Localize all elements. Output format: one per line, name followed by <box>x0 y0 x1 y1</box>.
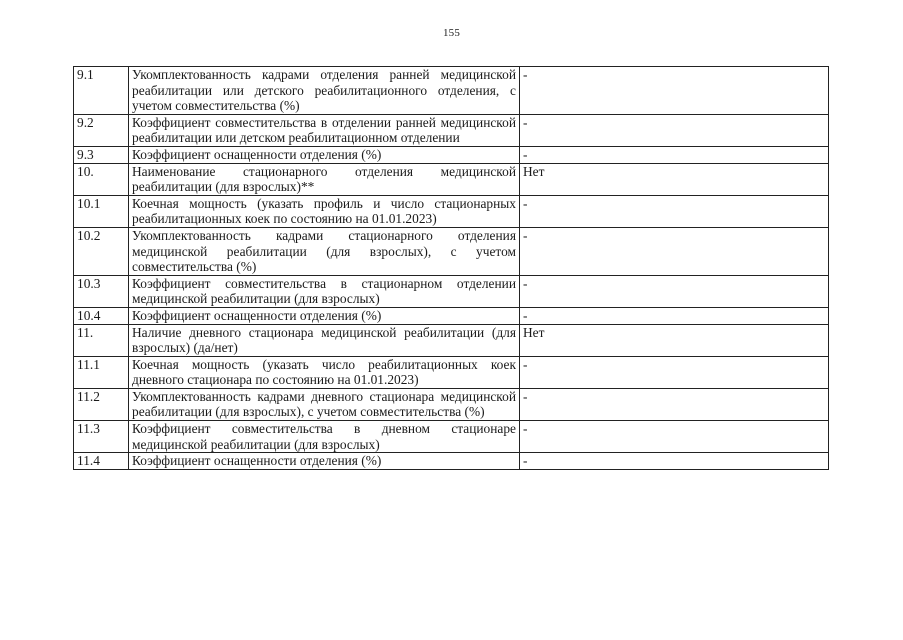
row-value: - <box>520 227 829 275</box>
data-table <box>73 66 829 470</box>
table-row <box>74 227 829 275</box>
row-description: Коэффициент оснащенности отделения (%) <box>129 146 520 163</box>
row-description: Укомплектованность кадрами дневного стационара медицинской реабилитации (для взрослых), с учетом совместительства (%) <box>129 388 520 420</box>
table-row <box>74 163 829 195</box>
row-number: 11.1 <box>74 356 129 388</box>
row-number: 10.2 <box>74 227 129 275</box>
row-description: Коечная мощность (указать число реабилитационных коек дневного стационара по состоянию на 01.01.2023) <box>129 356 520 388</box>
row-number: 11.3 <box>74 421 129 453</box>
row-description: Наименование стационарного отделения медицинской реабилитации (для взрослых)** <box>129 163 520 195</box>
row-value: - <box>520 114 829 146</box>
row-description: Коэффициент совместительства в стационарном отделении медицинской реабилитации (для взрослых) <box>129 275 520 307</box>
row-number: 10.3 <box>74 275 129 307</box>
table-row <box>74 421 829 453</box>
table-row <box>74 324 829 356</box>
table-row <box>74 195 829 227</box>
table-row <box>74 275 829 307</box>
row-value: - <box>520 356 829 388</box>
row-description: Коечная мощность (указать профиль и число стационарных реабилитационных коек по состоянию на 01.01.2023) <box>129 195 520 227</box>
row-value: - <box>520 275 829 307</box>
row-number: 10.1 <box>74 195 129 227</box>
row-number: 11. <box>74 324 129 356</box>
table-row <box>74 356 829 388</box>
row-value: - <box>520 388 829 420</box>
row-description: Наличие дневного стационара медицинской реабилитации (для взрослых) (да/нет) <box>129 324 520 356</box>
row-description: Коэффициент оснащенности отделения (%) <box>129 453 520 470</box>
row-description: Коэффициент оснащенности отделения (%) <box>129 307 520 324</box>
row-description: Коэффициент совместительства в дневном стационаре медицинской реабилитации (для взрослых) <box>129 421 520 453</box>
table-row <box>74 146 829 163</box>
row-description: Укомплектованность кадрами стационарного отделения медицинской реабилитации (для взрослых), с учетом совместительства (%) <box>129 227 520 275</box>
table-row <box>74 67 829 115</box>
row-value: - <box>520 195 829 227</box>
row-value: - <box>520 67 829 115</box>
table-row <box>74 453 829 470</box>
table-row <box>74 114 829 146</box>
row-number: 9.2 <box>74 114 129 146</box>
row-value: - <box>520 421 829 453</box>
row-description: Коэффициент совместительства в отделении ранней медицинской реабилитации или детском реабилитационном отделении <box>129 114 520 146</box>
table-row <box>74 388 829 420</box>
row-value: Нет <box>520 324 829 356</box>
row-value: Нет <box>520 163 829 195</box>
row-number: 10. <box>74 163 129 195</box>
table-row <box>74 307 829 324</box>
row-description: Укомплектованность кадрами отделения ранней медицинской реабилитации или детского реабилитационного отделения, с учетом совместительства (%) <box>129 67 520 115</box>
row-number: 9.1 <box>74 67 129 115</box>
row-number: 11.4 <box>74 453 129 470</box>
row-number: 11.2 <box>74 388 129 420</box>
row-value: - <box>520 146 829 163</box>
row-value: - <box>520 453 829 470</box>
page-number: 155 <box>442 27 461 39</box>
row-value: - <box>520 307 829 324</box>
row-number: 10.4 <box>74 307 129 324</box>
row-number: 9.3 <box>74 146 129 163</box>
